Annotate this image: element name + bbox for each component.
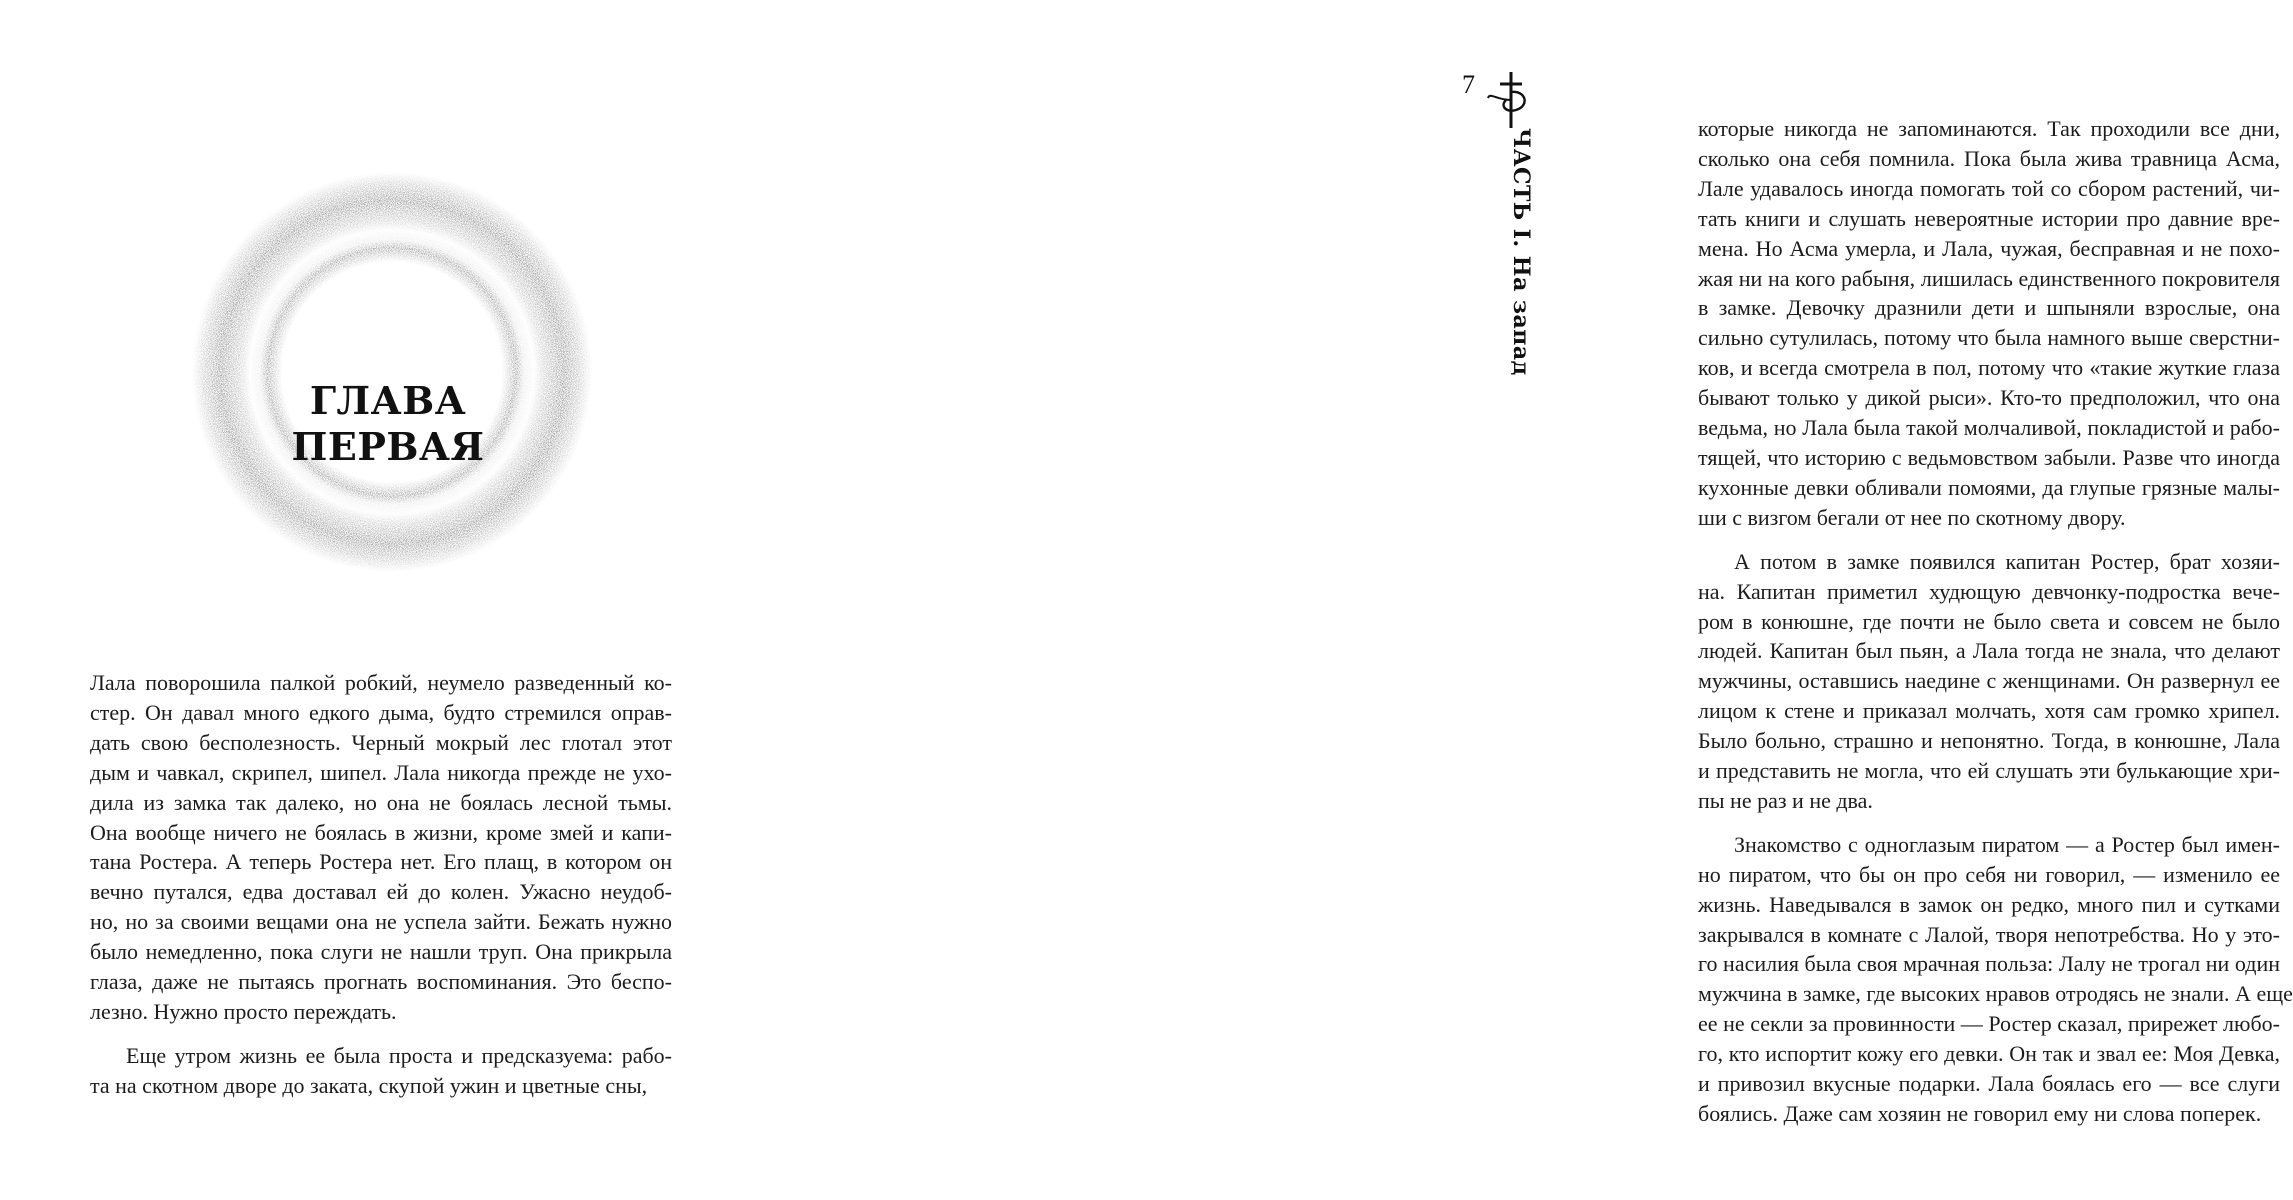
text-line: кухонные девки обливали помоями, да глупые грязные малы- bbox=[1698, 474, 2280, 500]
text-line: но, но за своими вещами она не успела зайти. Бежать нужно bbox=[90, 909, 672, 935]
text-line: мена. Но Асма умерла, и Лала, чужая, бесправная и не похо- bbox=[1698, 235, 2280, 261]
text-line: но пиратом, что бы он про себя ни говорил, — изменило ее bbox=[1698, 861, 2280, 887]
text-line: боялись. Даже сам хозяин не говорил ему ни слова поперек. bbox=[1698, 1101, 2262, 1126]
text-line: стер. Он давал много едкого дыма, будто стремился оправ- bbox=[90, 699, 672, 725]
text-line: лицом к стене и приказал молчать, хотя сам громко хрипел. bbox=[1698, 698, 2280, 724]
paragraph-gap bbox=[90, 1027, 672, 1041]
text-line: мужчины, оставшись наедине с женщинами. Он развернул ее bbox=[1698, 668, 2280, 694]
text-line: тать книги и слушать невероятные истории про давние вре- bbox=[1698, 205, 2280, 231]
text-line: дым и чавкал, скрипел, шипел. Лала никогда прежде не ухо- bbox=[90, 759, 672, 785]
text-line: вечно путался, едва доставал ей до колен. Ужасно неудоб- bbox=[90, 879, 672, 905]
text-line: го насилия была своя мрачная польза: Лалу не трогал ни один bbox=[1698, 951, 2280, 977]
text-line: ши с визгом бегали от нее по скотному двору. bbox=[1698, 504, 2126, 530]
page-number: 7 bbox=[1462, 70, 1475, 99]
paragraph-gap bbox=[1698, 533, 2280, 547]
text-line: дила из замка так далеко, но она не боялась лесной тьмы. bbox=[90, 789, 672, 815]
text-line: жизнь. Наведывался в замок он редко, много пил и сутками bbox=[1698, 891, 2280, 917]
text-line: Было больно, страшно и непонятно. Тогда, в конюшне, Лала bbox=[1698, 728, 2280, 754]
text-line: и представить не могла, что ей слушать эти булькающие хри- bbox=[1698, 758, 2280, 784]
text-line: на. Капитан приметил худющую девчонку-подростка вече- bbox=[1698, 578, 2280, 604]
text-line: закрывался в комнате с Лалой, творя непотребства. Но у это- bbox=[1698, 921, 2280, 947]
text-line: глаза, даже не пытаясь прогнать воспоминания. Это беспо- bbox=[90, 969, 672, 995]
text-line: А потом в замке появился капитан Ростер, брат хозяи- bbox=[1734, 548, 2280, 574]
chapter-emblem-rings bbox=[192, 122, 592, 622]
text-line: в замке. Девочку дразнили дети и шпыняли взрослые, она bbox=[1698, 295, 2280, 321]
chapter-title-line-2: ПЕРВАЯ bbox=[291, 424, 485, 469]
right-body-text bbox=[1698, 114, 2293, 1129]
paragraph-gap bbox=[1698, 816, 2280, 830]
running-head: ЧАСТЬ I. На запад bbox=[1508, 128, 1534, 376]
text-line: было немедленно, пока слуги не нашли труп. Она прикрыла bbox=[90, 939, 672, 965]
text-line: тящей, что историю с ведьмовством забыли. Разве что иногда bbox=[1698, 444, 2280, 470]
text-line: Лала поворошила палкой робкий, неумело разведенный ко- bbox=[90, 670, 672, 695]
chapter-title bbox=[288, 378, 488, 470]
chapter-title-line-1: ГЛАВА bbox=[309, 378, 467, 423]
right-page bbox=[800, 0, 2293, 1200]
text-line: Еще утром жизнь ее была проста и предсказуема: рабо- bbox=[126, 1042, 672, 1068]
text-line: ее не секли за провинности — Ростер сказал, прирежет любо- bbox=[1698, 1011, 2280, 1037]
text-line: лезно. Нужно просто переждать. bbox=[90, 998, 397, 1024]
fleuron-icon bbox=[1486, 70, 1536, 130]
text-line: го, кто испортит кожу его девки. Он так и звал ее: Моя Девка, bbox=[1698, 1041, 2280, 1067]
text-line: ков, и всегда смотрела в пол, потому что «такие жуткие глаза bbox=[1698, 355, 2280, 381]
text-line: людей. Капитан был пьян, а Лала тогда не знала, что делают bbox=[1698, 638, 2280, 664]
text-line: которые никогда не запоминаются. Так проходили все дни, bbox=[1698, 116, 2280, 141]
text-line: мужчина в замке, где высоких нравов отродясь не знали. А еще bbox=[1698, 981, 2293, 1007]
text-line: сколько она себя помнила. Пока была жива травница Асма, bbox=[1698, 145, 2280, 171]
text-line: Знакомство с одноглазым пиратом — а Ростер был имен- bbox=[1734, 831, 2280, 857]
text-line: бывают только у дикой рыси». Кто-то предположил, что она bbox=[1698, 385, 2280, 411]
text-line: Лале удавалось иногда помогать той со сбором растений, чи- bbox=[1698, 175, 2280, 201]
left-body-text bbox=[90, 668, 672, 1101]
text-line: сильно сутулилась, потому что была намного выше сверстни- bbox=[1698, 325, 2280, 351]
text-line: тана Ростера. А теперь Ростера нет. Его плащ, в котором он bbox=[90, 849, 672, 875]
text-line: пы не раз и не два. bbox=[1698, 787, 1873, 813]
text-line: та на скотном дворе до заката, скупой ужин и цветные сны, bbox=[90, 1072, 648, 1098]
text-line: и привозил вкусные подарки. Лала боялась его — все слуги bbox=[1698, 1071, 2280, 1097]
text-line: дать свою бесполезность. Черный мокрый лес глотал этот bbox=[90, 729, 672, 755]
text-line: ведьма, но Лала была такой молчаливой, покладистой и рабо- bbox=[1698, 415, 2280, 441]
left-page bbox=[0, 0, 800, 1200]
text-line: Она вообще ничего не боялась в жизни, кроме змей и капи- bbox=[90, 819, 672, 845]
text-line: жая ни на кого рабыня, лишилась единственного покровителя bbox=[1698, 265, 2280, 291]
text-line: ром в конюшне, где почти не было света и совсем не было bbox=[1698, 608, 2280, 634]
